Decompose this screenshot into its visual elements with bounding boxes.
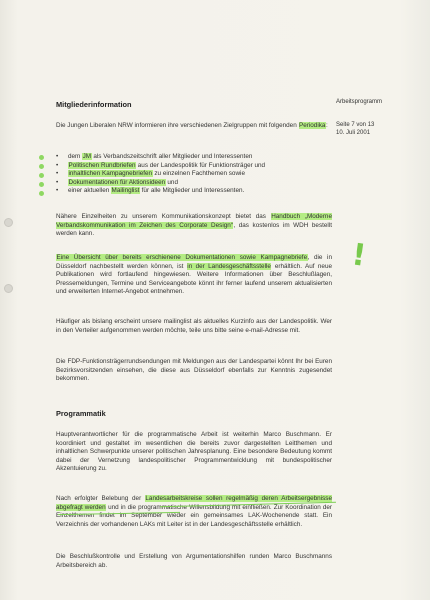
highlight-dot [39, 173, 44, 178]
document-date: 10. Juli 2001 [336, 130, 371, 136]
highlight-landesarbeitskreise: Landesarbeitskreise sollen regelmäßig deren Arbeitsergebnisse abgefragt werden [56, 495, 332, 511]
paragraph-text: erhältlich. Auf neue Publikationen wird fortlaufend hingewiesen. Weitere Informationen über Beschlußlagen, Pressemeldungen, Termine und Serviceangebote könnt ihr ferner laufend unserem aktualisierten und erweiterten Internet-Angebot entnehmen. [56, 262, 333, 296]
highlight-landesgeschaeftsstelle: in der Landesgeschäftsstelle [187, 262, 271, 270]
intro-paragraph [56, 122, 332, 131]
list-item-highlight: Politischen Rundbriefen [68, 161, 136, 169]
punch-hole-top [4, 218, 13, 227]
list-item-highlight: Mailinglist [111, 187, 140, 195]
highlight-dot [39, 164, 44, 169]
highlight-dot [39, 182, 44, 187]
list-item-text: als Verbandszeitschrift aller Mitglieder und Interessenten [91, 153, 253, 160]
list-item-highlight: Dokumentationen für Aktionsideen [68, 178, 166, 186]
document-title: Arbeitsprogramm [336, 99, 383, 105]
paragraph-dokumentationen [56, 254, 332, 297]
list-item-text: aus der Landespolitik für Funktionsträger und [136, 161, 266, 169]
list-item-text: und [165, 178, 178, 186]
list-item [56, 170, 336, 179]
paragraph-landesarbeitskreise [56, 495, 332, 529]
list-item [56, 187, 336, 196]
list-item-text: zu einzelnen Fachthemen sowie [152, 170, 245, 178]
section-title-mitgliederinformation: Mitgliederinformation [56, 100, 132, 109]
list-item-highlight: JM [82, 153, 92, 160]
margin-exclamation-mark: ! [349, 237, 369, 274]
list-item [56, 179, 336, 188]
highlight-dot [39, 191, 44, 196]
intro-text: Die Jungen Liberalen NRW informieren ihre verschiedenen Zielgruppen mit folgenden [56, 122, 299, 129]
highlight-uebersicht: Eine Übersicht über bereits erschienene Dokumentationen sowie Kampagnebriefe [56, 254, 308, 261]
paragraph-fdp-rundsendungen: Die FDP-Funktionsträgerrundsendungen mit Meldungen aus der Landespartei könnt Ihr bei Euren Bezirksvorsitzenden einsehen, die diese aus Düsseldorf ebenfalls zur Kenntnis zugesendet bekommen. [56, 358, 332, 383]
paragraph-mailinglist: Häufiger als bislang erscheint unsere mailinglist als aktuelles Kurzinfo aus der Landespolitik. Wer in den Verteiler aufgenommen werden möchte, teile uns bitte seine e-mail-Adresse mit. [56, 318, 332, 334]
paragraph-handbuch [56, 213, 332, 239]
paragraph-text: , das kostenlos im WDH bestellt werden kann. [56, 221, 333, 238]
list-item-text: dem [68, 153, 83, 160]
highlight-handbuch: Handbuch „Moderne Verbandskommunikation im Zeichen des Corporate Design“ [56, 213, 332, 229]
punch-hole-bottom [4, 284, 13, 293]
page-number: Seite 7 von 13 [336, 122, 375, 128]
list-item-text: einer aktuellen [68, 187, 112, 195]
paragraph-text: , die in Düsseldorf nachbestellt werden können, ist [56, 254, 332, 270]
paragraph-hauptverantwortlicher: Hauptverantwortlicher für die programmatische Arbeit ist weiterhin Marco Buschmann. Er koordiniert und gestaltet im wesentlichen die bereits zuvor dargestellten Leitthemen und inhaltlichen Schwerpunkte unserer politischen Jahresplanung. Eine besondere Bedeutung kommt dabei der Vernetzung landespolitischer Programmentwicklung mit bundespolitischer Akzentuierung zu. [56, 431, 332, 473]
list-item [56, 162, 336, 171]
section-title-programmatik: Programmatik [56, 409, 106, 418]
list-item-text: für alle Mitglieder und Interessenten. [139, 187, 245, 195]
list-item [56, 153, 336, 162]
highlight-dot [39, 155, 44, 160]
paragraph-text: Nähere Einzelheiten zu unserem Kommunikationskonzept bietet das [56, 213, 271, 220]
paragraph-beschlusskontrolle: Die Beschlußkontrolle und Erstellung von Argumentationshilfen runden Marco Buschmanns Arbeitsbereich ab. [56, 553, 332, 569]
intro-colon: : [325, 122, 328, 129]
highlight-periodika: Periodika [299, 122, 326, 129]
periodika-list [56, 153, 336, 196]
paragraph-text: Nach erfolgter Belebung der [56, 495, 145, 502]
paragraph-text: und in die programmatische Willensbildung mit einfließen. Zur Koordination der Einzelthemen findet im September wieder ein gemeinsames LAK-Wochenende statt. Ein Verzeichnis der vorhandenen LAKs mit Leiter ist in der Landesgeschäftsstelle erhältlich. [56, 503, 332, 528]
list-item-highlight: inhaltlichen Kampagnebriefen [68, 170, 153, 178]
